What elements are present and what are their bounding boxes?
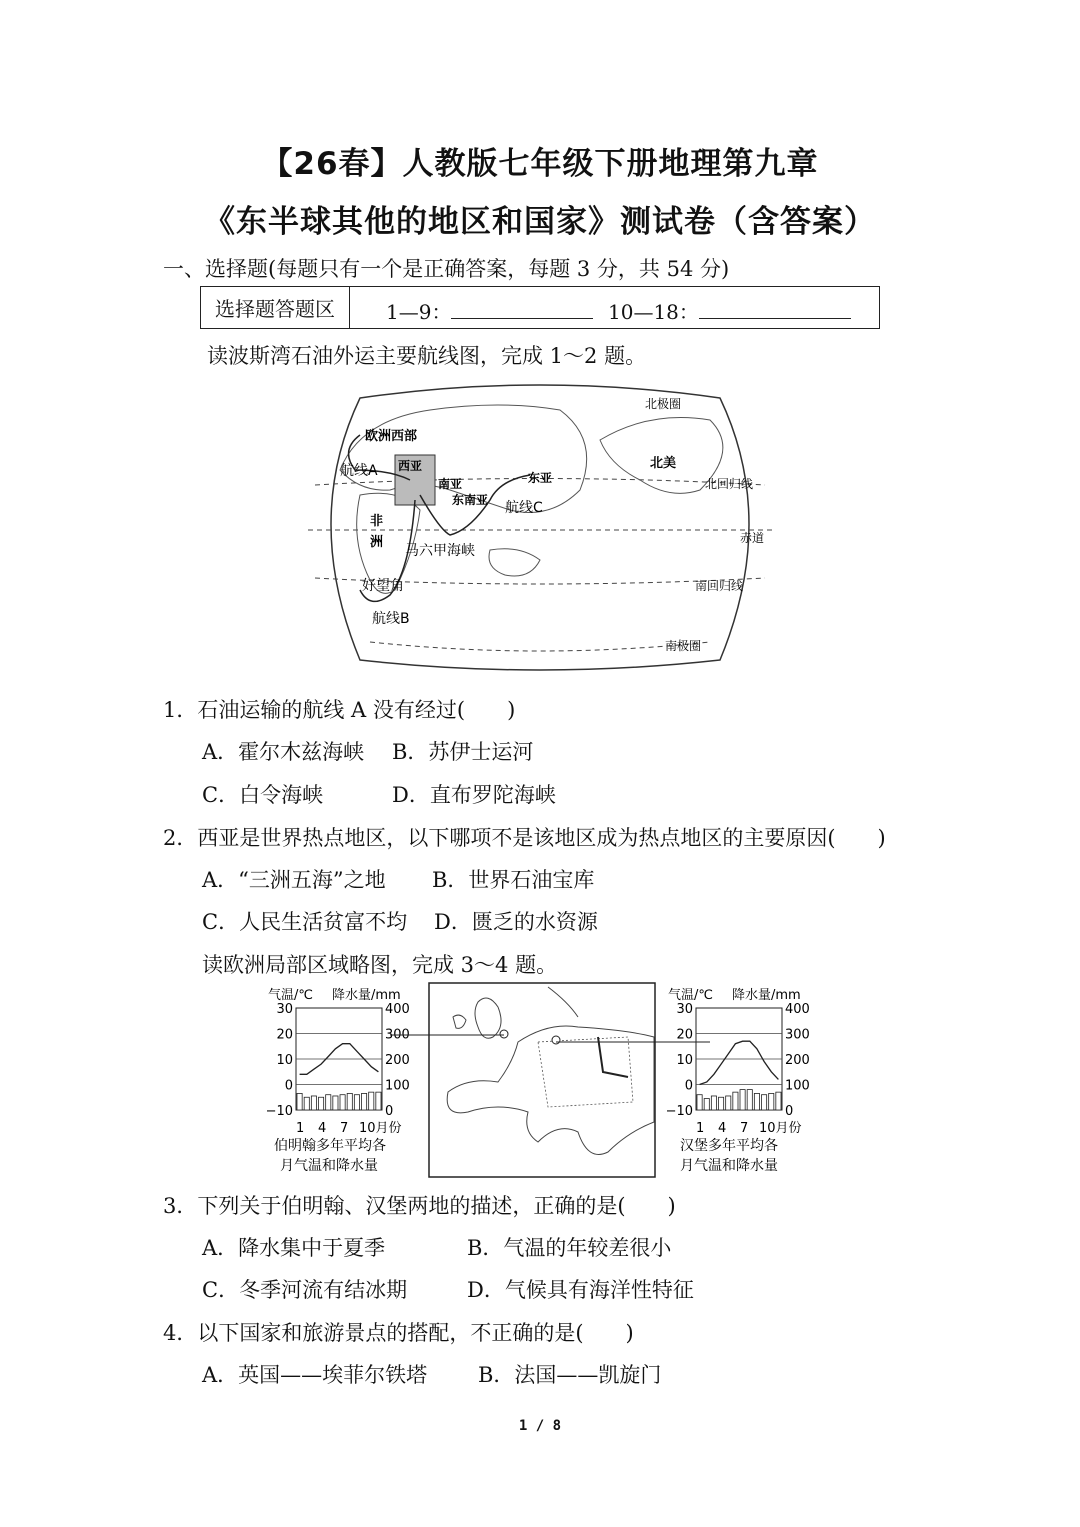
chart1-right-tick: 100 <box>785 1078 810 1094</box>
chart1-ylabel-right: 降水量/mm <box>732 988 801 1003</box>
chart0-left-tick: 0 <box>284 1078 293 1094</box>
chart0-precip-bar <box>376 1092 381 1110</box>
chart0-precip-bar <box>326 1095 331 1110</box>
chart1-precip-bar <box>740 1090 745 1110</box>
chart0-precip-bar <box>304 1097 309 1110</box>
chart0-left-tick: −10 <box>265 1104 293 1119</box>
question-3-option-b[interactable]: B．气温的年较差很小 <box>467 1236 672 1260</box>
page-number: 1 / 8 <box>518 1418 562 1434</box>
chart1-precip-bar <box>726 1096 731 1110</box>
chart1-precip-bar <box>754 1093 759 1110</box>
intro-2: 读欧洲局部区域略图，完成 3～4 题。 <box>202 953 558 977</box>
chart1-plot <box>666 1002 810 1119</box>
europe-map <box>428 982 656 1178</box>
chart1-x-tick-1: 1 <box>696 1121 705 1136</box>
map-label-antarctic-circle: 南极圈 <box>665 639 702 653</box>
question-1-option-b[interactable]: B．苏伊士运河 <box>392 740 534 764</box>
chart0-precip-bar <box>311 1096 316 1110</box>
answer-table <box>200 286 880 329</box>
chart1-right-tick: 300 <box>785 1027 810 1043</box>
map-label-route-c: 航线C <box>505 500 543 516</box>
map-label-west-asia: 西亚 <box>398 459 423 473</box>
chart0-left-tick: 30 <box>276 1002 293 1017</box>
chart1-right-tick: 0 <box>785 1104 794 1119</box>
chart0-caption-2: 月气温和降水量 <box>280 1158 378 1174</box>
birmingham-climate-chart <box>262 984 422 1179</box>
chart1-left-tick: 10 <box>676 1053 693 1068</box>
map-label-equator: 赤道 <box>740 531 765 545</box>
chart1-ylabel-left: 气温/℃ <box>668 988 713 1003</box>
chart1-caption-2: 月气温和降水量 <box>680 1158 778 1174</box>
chart0-right-tick: 400 <box>385 1002 410 1017</box>
chart0-right-tick: 0 <box>385 1104 394 1119</box>
chart0-precip-bar <box>362 1093 367 1110</box>
answer-blank-1[interactable] <box>451 300 593 319</box>
chart1-precip-bar <box>733 1092 738 1110</box>
map-label-east-asia: 东亚 <box>528 471 553 485</box>
question-1-option-d[interactable]: D．直布罗陀海峡 <box>392 783 556 807</box>
answer-range-1: 1—9： <box>386 296 593 325</box>
map-label-tropic-capricorn: 南回归线 <box>695 579 744 593</box>
map-label-route-a: 航线A <box>340 463 378 479</box>
chart1-precip-bar <box>711 1096 716 1110</box>
chart1-left-tick: 30 <box>676 1002 693 1017</box>
map-label-arctic-circle: 北极圈 <box>645 397 682 411</box>
map-frame <box>331 385 749 670</box>
chart0-plot <box>266 1002 410 1119</box>
chart1-right-tick: 400 <box>785 1002 810 1017</box>
answer-range-2: 10—18： <box>608 296 851 325</box>
question-4-stem: 4．以下国家和旅游景点的搭配，不正确的是( ) <box>163 1321 634 1345</box>
chart0-precip-bar <box>297 1093 302 1110</box>
map-label-malacca: 马六甲海峡 <box>405 543 475 559</box>
chart1-precip-bar <box>762 1095 767 1110</box>
chart0-precip-bar <box>340 1095 345 1110</box>
question-2-option-a[interactable]: A．“三洲五海”之地 <box>202 868 386 892</box>
question-1-stem: 1．石油运输的航线 A 没有经过( ) <box>163 698 516 722</box>
chart1-left-tick: −10 <box>665 1104 693 1119</box>
chart0-ylabel-right: 降水量/mm <box>332 988 401 1003</box>
chart1-precip-bar <box>769 1093 774 1110</box>
chart1-left-tick: 0 <box>684 1078 693 1094</box>
answer-blank-2[interactable] <box>699 300 851 319</box>
chart0-right-tick: 300 <box>385 1027 410 1043</box>
chart0-caption-1: 伯明翰多年平均各 <box>274 1138 386 1154</box>
chart1-x-tick-10: 10月份 <box>759 1121 802 1136</box>
question-3-option-a[interactable]: A．降水集中于夏季 <box>202 1236 386 1260</box>
question-2-stem: 2．西亚是世界热点地区，以下哪项不是该地区成为热点地区的主要原因( ) <box>163 826 886 850</box>
europe-map-frame <box>429 983 655 1177</box>
chart0-right-tick: 100 <box>385 1078 410 1094</box>
question-1-option-a[interactable]: A．霍尔木兹海峡 <box>202 740 365 764</box>
chart0-precip-bar <box>319 1097 324 1110</box>
chart1-x-tick-4: 4 <box>718 1121 727 1136</box>
chart0-right-tick: 200 <box>385 1053 410 1068</box>
chart1-precip-bar <box>704 1099 709 1110</box>
question-1-option-c[interactable]: C．白令海峡 <box>202 783 324 807</box>
page-title-line1: 【26春】人教版七年级下册地理第九章 <box>261 146 819 182</box>
map-label-southeast-asia: 东南亚 <box>452 493 489 507</box>
map-label-cape-good-hope: 好望角 <box>362 578 404 594</box>
chart1-left-tick: 20 <box>676 1027 693 1043</box>
chart1-precip-bar <box>697 1095 702 1110</box>
chart0-precip-bar <box>347 1093 352 1110</box>
question-2-option-c[interactable]: C．人民生活贫富不均 <box>202 910 408 934</box>
chart0-x-tick-1: 1 <box>296 1121 305 1136</box>
chart1-temp-line <box>700 1041 779 1084</box>
chart0-precip-bar <box>333 1096 338 1110</box>
chart0-x-tick-4: 4 <box>318 1121 327 1136</box>
map-label-africa-1: 非 <box>370 514 384 529</box>
map-label-north-america: 北美 <box>650 456 677 471</box>
question-2-option-b[interactable]: B．世界石油宝库 <box>432 868 595 892</box>
answer-table-label: 选择题答题区 <box>201 287 350 328</box>
question-3-stem: 3．下列关于伯明翰、汉堡两地的描述，正确的是( ) <box>163 1194 676 1218</box>
map-label-africa-2: 洲 <box>370 535 384 550</box>
question-4-option-b[interactable]: B．法国——凯旋门 <box>478 1363 662 1387</box>
section-heading: 一、选择题(每题只有一个是正确答案，每题 3 分，共 54 分) <box>163 257 730 281</box>
chart0-x-tick-7: 7 <box>340 1121 349 1136</box>
chart0-precip-bar <box>354 1095 359 1110</box>
chart1-precip-bar <box>719 1097 724 1110</box>
chart0-left-tick: 10 <box>276 1053 293 1068</box>
hamburg-climate-chart <box>662 984 822 1179</box>
persian-gulf-route-map <box>300 380 780 675</box>
chart0-x-tick-10: 10月份 <box>359 1121 402 1136</box>
chart1-precip-bar <box>747 1090 752 1110</box>
intro-1: 读波斯湾石油外运主要航线图，完成 1～2 题。 <box>207 344 647 368</box>
question-2-option-d[interactable]: D．匮乏的水资源 <box>434 910 598 934</box>
question-4-option-a[interactable]: A．英国——埃菲尔铁塔 <box>202 1363 428 1387</box>
chart0-precip-bar <box>369 1092 374 1110</box>
page-title-line2: 《东半球其他的地区和国家》测试卷（含答案） <box>204 204 876 240</box>
map-label-south-asia: 南亚 <box>438 477 463 491</box>
chart0-left-tick: 20 <box>276 1027 293 1043</box>
chart1-x-tick-7: 7 <box>740 1121 749 1136</box>
chart1-caption-1: 汉堡多年平均各 <box>680 1138 778 1154</box>
question-3-option-c[interactable]: C．冬季河流有结冰期 <box>202 1278 408 1302</box>
map-label-tropic-cancer: 北回归线 <box>705 477 754 491</box>
question-3-option-d[interactable]: D．气候具有海洋性特征 <box>467 1278 694 1302</box>
chart1-right-tick: 200 <box>785 1053 810 1068</box>
map-label-route-b: 航线B <box>372 611 410 627</box>
chart1-precip-bar <box>776 1092 781 1110</box>
chart0-ylabel-left: 气温/℃ <box>268 988 313 1003</box>
map-label-western-europe: 欧洲西部 <box>365 429 418 444</box>
